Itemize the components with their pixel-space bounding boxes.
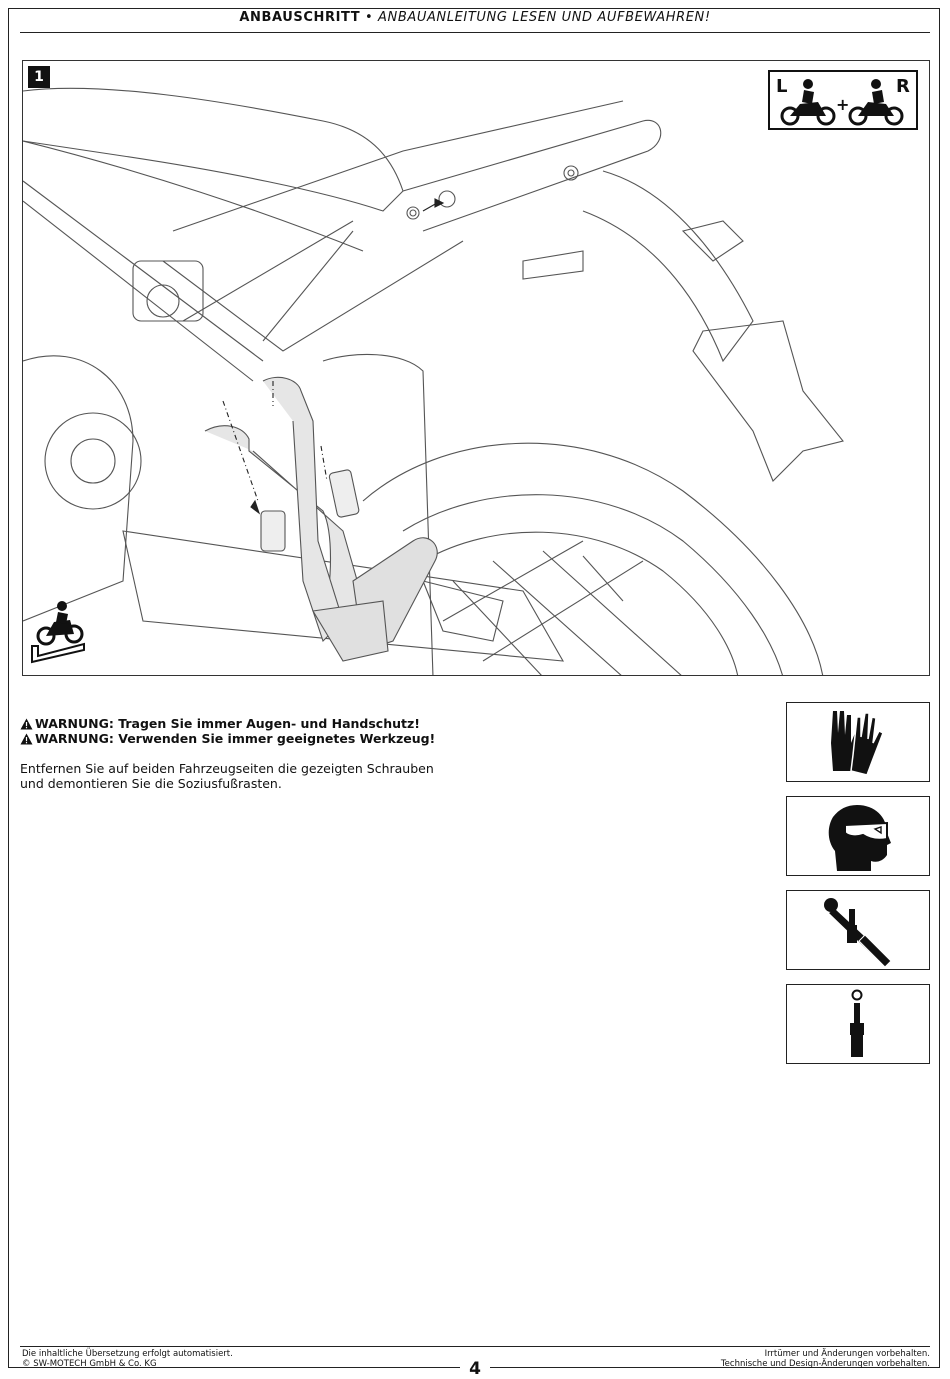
side-right-label: R — [896, 76, 910, 97]
tool-box-socket — [786, 984, 930, 1064]
footer-left — [22, 1349, 233, 1369]
page-number: 4 — [460, 1360, 490, 1378]
warning-icon — [20, 718, 33, 730]
warning-text: WARNUNG: Tragen Sie immer Augen- und Handschutz! — [35, 716, 420, 731]
tool-box-gloves — [786, 702, 930, 782]
ratchet-icon — [787, 891, 929, 969]
side-left-label: L — [776, 76, 788, 97]
header-subtitle: ANBAUANLEITUNG LESEN UND AUFBEWAHREN! — [378, 10, 711, 25]
warnings-block — [20, 716, 435, 746]
socket-icon — [787, 985, 929, 1063]
footer-errors-note: Irrtümer und Änderungen vorbehalten. — [764, 1349, 930, 1359]
header-separator: • — [364, 10, 374, 25]
tool-box-ratchet — [786, 890, 930, 970]
warning-line — [20, 731, 435, 746]
motorcycle-stand-icon — [30, 600, 86, 666]
footer-right — [721, 1349, 930, 1369]
footer-copyright: © SW-MOTECH GmbH & Co. KG — [22, 1359, 157, 1369]
tool-box-goggles — [786, 796, 930, 876]
goggles-icon — [787, 797, 929, 875]
assembly-illustration — [22, 60, 930, 676]
footer-translation-note: Die inhaltliche Übersetzung erfolgt automatisiert. — [22, 1349, 233, 1359]
instruction-text: Entfernen Sie auf beiden Fahrzeugseiten die gezeigten Schrauben und demontieren Sie die Soziusfußrasten. — [20, 761, 434, 791]
footer-design-note: Technische und Design-Änderungen vorbehalten. — [720, 1359, 930, 1369]
header-rule — [20, 32, 930, 33]
footer-rule — [20, 1346, 930, 1347]
header-title: ANBAUSCHRITT — [239, 10, 361, 25]
page-header — [20, 10, 930, 25]
warning-text: WARNUNG: Verwenden Sie immer geeignetes Werkzeug! — [35, 731, 436, 746]
both-sides-indicator — [768, 70, 918, 130]
motorcycle-drawing — [23, 61, 930, 676]
gloves-icon — [787, 703, 929, 781]
side-plus-label: + — [836, 95, 850, 114]
warning-line — [20, 716, 435, 731]
step-number-badge: 1 — [28, 66, 50, 88]
warning-icon — [20, 733, 33, 745]
